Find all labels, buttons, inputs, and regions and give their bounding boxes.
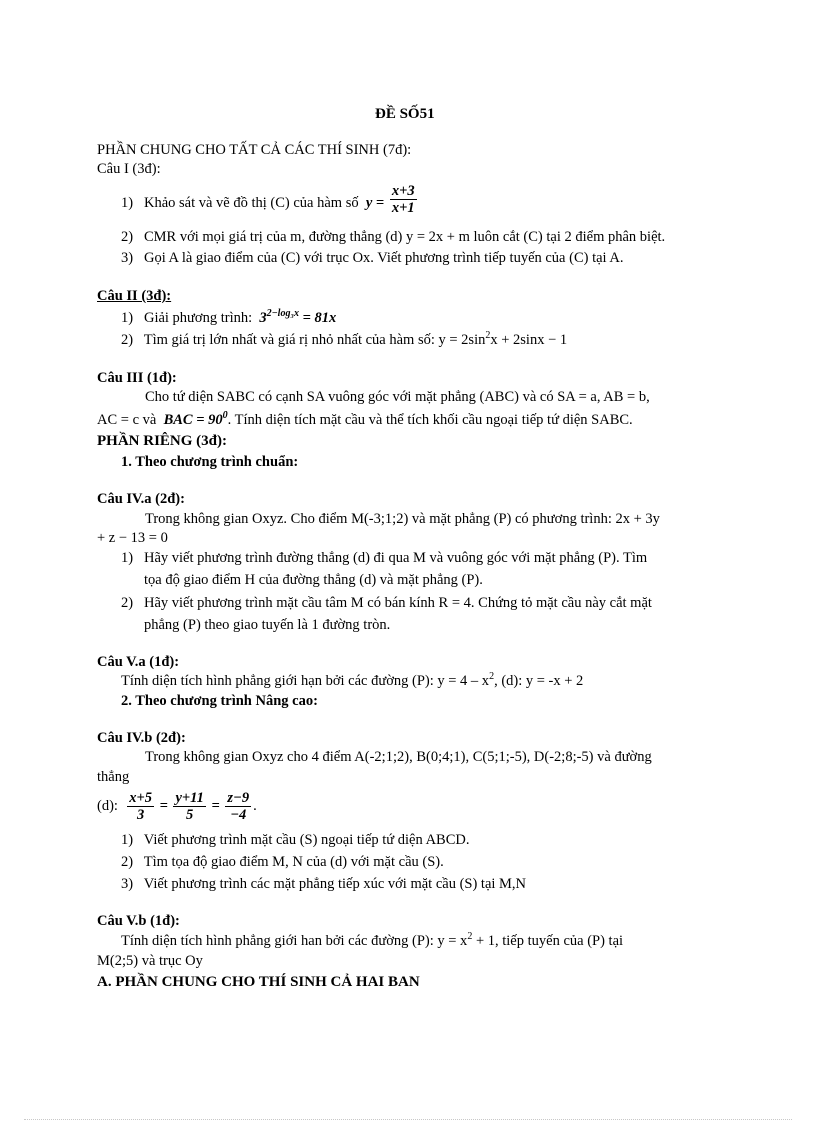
question-2-item-2: 2) Tìm giá trị lớn nhất và giá rị nhỏ nhất của hàm số: $y = 2\sin^2x + 2\sin x - 1$ [121, 330, 568, 348]
page-bottom-border [24, 1119, 792, 1120]
question-5b-line-1: Tính diện tích hình phẳng giới han bởi các đường (P): $y = x^2 + 1$, tiếp tuyến của (P) tại [121, 931, 624, 949]
question-1-item-2: 2) CMR với mọi giá trị của m, đường thẳng (d) y = 2x + m luôn cắt (C) tại 2 điểm phân biệt. [121, 229, 666, 245]
section-common-heading: PHẦN CHUNG CHO TẤT CẢ CÁC THÍ SINH (7đ): [97, 142, 412, 158]
question-4b-heading: Câu IV.b (2đ): [97, 730, 186, 746]
question-4a-item-1: 1) Hãy viết phương trình đường thẳng (d) đi qua M và vuông góc với mặt phẳng (P). Tìm [121, 550, 648, 566]
question-5b-heading: Câu V.b (1đ): [97, 913, 180, 929]
question-4a-item-2: 2) Hãy viết phương trình mặt cầu tâm M có bán kính R = 4. Chứng tỏ mặt cầu này cắt mặt [121, 595, 652, 611]
question-4b-item-1: 1) Viết phương trình mặt cầu (S) ngoại tiếp tứ diện ABCD. [121, 832, 470, 848]
question-4a-item-1-cont: tọa độ giao điểm H của đường thẳng (d) và mặt phẳng (P). [144, 572, 483, 588]
question-4b-item-2: 2) Tìm tọa độ giao điểm M, N của (d) với mặt cầu (S). [121, 854, 444, 870]
section-private-heading: PHẦN RIÊNG (3đ): [97, 433, 227, 449]
question-1-item-1: 1) Khảo sát và vẽ đồ thị (C) của hàm số y = $\frac{x+3}{x+1}$ [121, 183, 415, 216]
question-3-line-2: AC = c và BAC = $90^0$. Tính diện tích mặt cầu và thể tích khối cầu ngoại tiếp tứ diện SABC. [97, 410, 633, 428]
question-4a-line-1: Trong không gian Oxyz. Cho điểm M(-3;1;2) và mặt phẳng (P) có phương trình: 2x + 3y [145, 511, 660, 527]
exponential-equation: $3^{2-log_3x} = 81x$ [259, 308, 337, 326]
question-5b-line-2: M(2;5) và trục Oy [97, 953, 203, 969]
program-standard-heading: 1. Theo chương trình chuẩn: [121, 454, 299, 470]
question-2-item-1: 1) Giải phương trình: $3^{2-log_3x} = 81x$ [121, 308, 337, 326]
question-3-line-1: Cho tứ diện SABC có cạnh SA vuông góc với mặt phẳng (ABC) và có SA = a, AB = b, [145, 389, 650, 405]
question-4b-line-1: Trong không gian Oxyz cho 4 điểm A(-2;1;2), B(0;4;1), C(5;1;-5), D(-2;8;-5) và đường [145, 749, 652, 765]
question-4a-item-2-cont: phẳng (P) theo giao tuyến là 1 đường tròn. [144, 617, 391, 633]
question-5a-text: Tính diện tích hình phẳng giới hạn bởi các đường (P): $y = 4 - x^2$, (d): y = -x + 2 [121, 671, 584, 689]
program-advanced-heading: 2. Theo chương trình Nâng cao: [121, 693, 318, 709]
function-fraction: $\frac{x+3}{x+1}$ [391, 183, 415, 216]
question-4a-line-2: + z − 13 = 0 [97, 530, 168, 546]
question-1-item-3: 3) Gọi A là giao điểm của (C) với trục Ox. Viết phương trình tiếp tuyến của (C) tại A. [121, 250, 624, 266]
question-4b-line-2: thẳng [97, 769, 130, 785]
question-1-heading: Câu I (3đ): [97, 161, 161, 177]
question-4a-heading: Câu IV.a (2đ): [97, 491, 185, 507]
question-3-heading: Câu III (1đ): [97, 370, 177, 386]
section-a-heading: A. PHẦN CHUNG CHO THÍ SINH CẢ HAI BAN [97, 974, 420, 990]
line-equation-d: (d): $\frac{x+5}{3}$ = $\frac{y+11}{5}$ = $\frac{z-9}{-4}$ . [97, 790, 257, 824]
question-4b-item-3: 3) Viết phương trình các mặt phẳng tiếp xúc với mặt cầu (S) tại M,N [121, 876, 527, 892]
question-5a-heading: Câu V.a (1đ): [97, 654, 180, 670]
question-2-heading: Câu II (3đ): [97, 288, 172, 304]
page-title: ĐỀ SỐ51 [375, 106, 435, 122]
